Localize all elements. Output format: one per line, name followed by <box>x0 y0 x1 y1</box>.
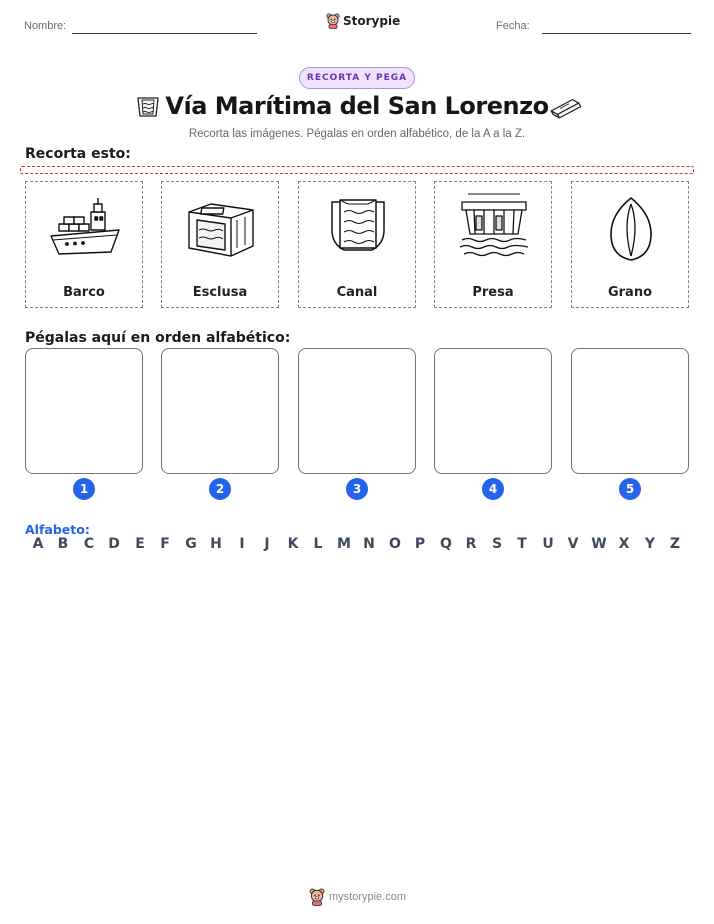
cut-card-esclusa[interactable] <box>161 181 279 308</box>
alphabet-letter: P <box>414 536 426 552</box>
alphabet-letter: X <box>618 536 630 552</box>
alphabet-letter: M <box>337 536 351 552</box>
cut-section-label: Recorta esto: <box>25 146 131 162</box>
alphabet-letter: Z <box>669 536 681 552</box>
card-label: Grano <box>607 285 653 300</box>
alphabet-letter: F <box>160 536 170 552</box>
ship-icon <box>45 190 125 270</box>
cut-card-presa[interactable] <box>434 181 552 308</box>
activity-badge: RECORTA Y PEGA <box>299 67 415 89</box>
card-label: Esclusa <box>192 285 248 300</box>
bear-mascot-icon <box>309 888 325 906</box>
alphabet-letter: O <box>389 536 401 552</box>
slot-number-badge: 3 <box>346 478 368 500</box>
alphabet-title: Alfabeto: <box>25 522 90 537</box>
bear-mascot-icon <box>326 13 340 29</box>
brand-logo <box>326 13 400 29</box>
gold-bar-title-icon <box>548 92 582 122</box>
page-title: Vía Marítima del San Lorenzo <box>165 92 549 120</box>
cut-card-grano[interactable] <box>571 181 689 308</box>
alphabet-letter: W <box>591 536 607 552</box>
date-label: Fecha: <box>496 20 530 32</box>
cut-card-canal[interactable] <box>298 181 416 308</box>
canal-icon <box>318 190 398 270</box>
alphabet-letter: B <box>57 536 69 552</box>
paste-slot-4[interactable] <box>434 348 552 474</box>
alphabet-letter: S <box>491 536 503 552</box>
alphabet-letter: K <box>287 536 299 552</box>
card-label: Canal <box>336 285 378 300</box>
footer <box>309 888 406 906</box>
cut-card-barco[interactable] <box>25 181 143 308</box>
slot-number-badge: 2 <box>209 478 231 500</box>
card-label: Barco <box>63 285 105 300</box>
alphabet-letter: C <box>83 536 95 552</box>
slot-number-badge: 1 <box>73 478 95 500</box>
paste-slot-3[interactable] <box>298 348 416 474</box>
alphabet-letter: E <box>135 536 145 552</box>
date-line[interactable] <box>542 33 691 34</box>
dam-icon <box>454 190 534 270</box>
grain-icon <box>591 190 671 270</box>
paste-slot-1[interactable] <box>25 348 143 474</box>
slot-number-badge: 4 <box>482 478 504 500</box>
slot-number-badge: 5 <box>619 478 641 500</box>
name-line[interactable] <box>72 33 257 34</box>
alphabet-letter: T <box>517 536 527 552</box>
alphabet-letter: R <box>465 536 477 552</box>
alphabet-letter: I <box>239 536 245 552</box>
alphabet-letter: G <box>185 536 197 552</box>
card-label: Presa <box>472 285 514 300</box>
cut-line <box>20 166 694 174</box>
paste-slot-2[interactable] <box>161 348 279 474</box>
alphabet-letter: N <box>363 536 375 552</box>
footer-url[interactable]: mystorypie.com <box>329 891 407 903</box>
alphabet-letter: L <box>313 536 323 552</box>
lock-chamber-icon <box>181 190 261 270</box>
alphabet-letter: D <box>108 536 120 552</box>
alphabet-letter: J <box>264 536 270 552</box>
alphabet-letter: U <box>542 536 554 552</box>
alphabet-letter: Y <box>644 536 656 552</box>
brand-name: Storypie <box>343 14 401 28</box>
alphabet-letter: A <box>32 536 44 552</box>
name-label: Nombre: <box>24 20 67 32</box>
paste-slot-5[interactable] <box>571 348 689 474</box>
alphabet-letter: H <box>210 536 222 552</box>
instructions: Recorta las imágenes. Pégalas en orden alfabético, de la A a la Z. <box>188 128 526 140</box>
alphabet-letter: V <box>567 536 579 552</box>
paste-section-label: Pégalas aquí en orden alfabético: <box>25 330 291 346</box>
alphabet-letter: Q <box>440 536 452 552</box>
